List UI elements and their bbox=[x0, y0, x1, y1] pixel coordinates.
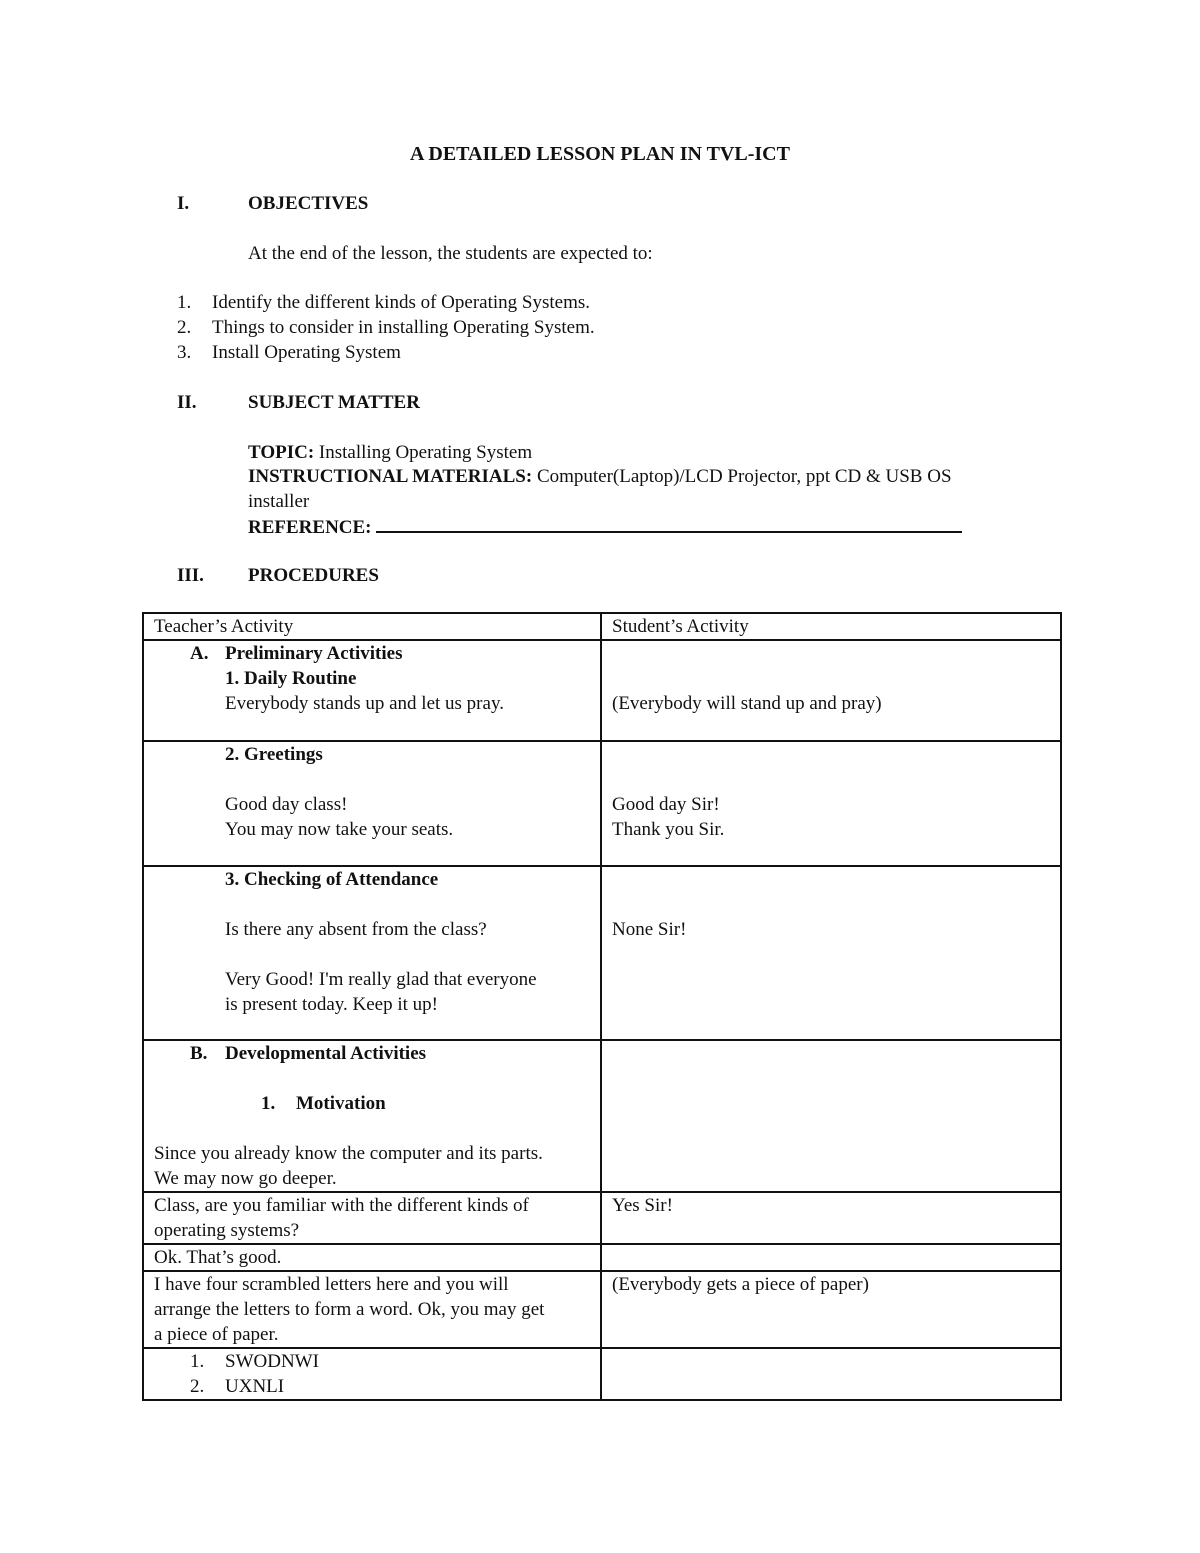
scrambled-word: SWODNWI bbox=[225, 1351, 319, 1372]
scrambled-word-item bbox=[154, 1349, 590, 1374]
attendance-teacher-2b: is present today. Keep it up! bbox=[225, 994, 438, 1015]
scrambled-word-item bbox=[154, 1374, 590, 1399]
table-row bbox=[143, 741, 1061, 866]
objectives-heading: OBJECTIVES bbox=[248, 193, 369, 214]
attendance-heading: 3. Checking of Attendance bbox=[225, 869, 439, 890]
objective-text: Install Operating System bbox=[212, 342, 401, 363]
attendance-student: None Sir! bbox=[612, 919, 687, 940]
scrambled-word: UXNLI bbox=[225, 1376, 285, 1397]
teacher-cell bbox=[143, 1271, 601, 1348]
teacher-cell bbox=[143, 1040, 601, 1192]
objective-item bbox=[177, 340, 401, 365]
student-cell bbox=[601, 640, 1061, 741]
table-header-row bbox=[143, 613, 1061, 640]
reference-blank bbox=[376, 513, 962, 533]
student-activity-header: Student’s Activity bbox=[601, 613, 1061, 640]
topic-label: TOPIC: bbox=[248, 442, 315, 463]
developmental-marker: B. bbox=[190, 1043, 208, 1064]
procedures-table bbox=[142, 612, 1062, 1401]
familiar-teacher-1: Class, are you familiar with the different kinds of bbox=[154, 1195, 529, 1216]
table-row bbox=[143, 1040, 1061, 1192]
document-title: A DETAILED LESSON PLAN IN TVL-ICT bbox=[410, 143, 790, 165]
daily-routine-heading: 1. Daily Routine bbox=[225, 668, 357, 689]
student-cell bbox=[601, 1040, 1061, 1192]
table-row bbox=[143, 1271, 1061, 1348]
table-row bbox=[143, 640, 1061, 741]
objectives-intro: At the end of the lesson, the students are expected to: bbox=[248, 243, 653, 264]
greetings-teacher-1: Good day class! bbox=[225, 794, 348, 815]
materials-line bbox=[248, 464, 1060, 489]
prelim-marker: A. bbox=[190, 643, 209, 664]
student-cell bbox=[601, 1348, 1061, 1400]
topic-value: Installing Operating System bbox=[318, 442, 533, 463]
motivation-text-1: Since you already know the computer and its parts. bbox=[154, 1143, 543, 1164]
motivation-num: 1. bbox=[261, 1093, 276, 1114]
reference-label: REFERENCE: bbox=[248, 517, 372, 538]
reference-line bbox=[248, 513, 962, 540]
student-cell bbox=[601, 866, 1061, 1040]
table-row bbox=[143, 1244, 1061, 1271]
scramble-student: (Everybody gets a piece of paper) bbox=[612, 1274, 869, 1295]
familiar-student: Yes Sir! bbox=[612, 1195, 673, 1216]
greetings-student-2: Thank you Sir. bbox=[612, 819, 725, 840]
student-cell bbox=[601, 741, 1061, 866]
table-row bbox=[143, 1192, 1061, 1244]
motivation-heading: Motivation bbox=[296, 1093, 386, 1114]
teacher-cell bbox=[143, 640, 601, 741]
procedures-numeral: III. bbox=[177, 565, 204, 586]
daily-routine-teacher: Everybody stands up and let us pray. bbox=[225, 693, 504, 714]
objective-number: 3. bbox=[177, 342, 192, 363]
good-teacher: Ok. That’s good. bbox=[154, 1247, 282, 1268]
subject-matter-heading: SUBJECT MATTER bbox=[248, 392, 420, 413]
teacher-cell bbox=[143, 1348, 601, 1400]
greetings-student-1: Good day Sir! bbox=[612, 794, 720, 815]
scrambled-word-num: 1. bbox=[190, 1351, 205, 1372]
developmental-heading-line bbox=[154, 1041, 590, 1066]
student-cell bbox=[601, 1192, 1061, 1244]
prelim-heading-line bbox=[154, 641, 590, 666]
attendance-teacher-2a: Very Good! I'm really glad that everyone bbox=[225, 969, 537, 990]
table-row bbox=[143, 866, 1061, 1040]
daily-routine-student: (Everybody will stand up and pray) bbox=[612, 693, 882, 714]
teacher-cell bbox=[143, 1244, 601, 1271]
teacher-cell bbox=[143, 1192, 601, 1244]
teacher-activity-header: Teacher’s Activity bbox=[143, 613, 601, 640]
student-cell bbox=[601, 1244, 1061, 1271]
scrambled-word-num: 2. bbox=[190, 1376, 205, 1397]
greetings-heading: 2. Greetings bbox=[225, 744, 323, 765]
scramble-teacher-3: a piece of paper. bbox=[154, 1324, 279, 1345]
objective-text: Things to consider in installing Operating System. bbox=[212, 317, 595, 338]
greetings-teacher-2: You may now take your seats. bbox=[225, 819, 454, 840]
teacher-cell bbox=[143, 866, 601, 1040]
motivation-text-2: We may now go deeper. bbox=[154, 1168, 337, 1189]
familiar-teacher-2: operating systems? bbox=[154, 1220, 300, 1241]
materials-label: INSTRUCTIONAL MATERIALS: bbox=[248, 466, 533, 487]
objectives-numeral: I. bbox=[177, 193, 190, 214]
objective-number: 2. bbox=[177, 317, 192, 338]
scramble-teacher-1: I have four scrambled letters here and you will bbox=[154, 1274, 509, 1295]
table-row bbox=[143, 1348, 1061, 1400]
materials-value: Computer(Laptop)/LCD Projector, ppt CD & USB OS bbox=[536, 466, 952, 487]
developmental-heading: Developmental Activities bbox=[225, 1043, 427, 1064]
procedures-heading: PROCEDURES bbox=[248, 565, 379, 586]
motivation-heading-line bbox=[154, 1091, 590, 1116]
teacher-cell bbox=[143, 741, 601, 866]
student-cell bbox=[601, 1271, 1061, 1348]
objective-item bbox=[177, 315, 595, 340]
objective-number: 1. bbox=[177, 292, 192, 313]
topic-line bbox=[248, 440, 532, 465]
attendance-teacher-1: Is there any absent from the class? bbox=[225, 919, 487, 940]
subject-matter-numeral: II. bbox=[177, 392, 197, 413]
materials-value-continued: installer bbox=[248, 491, 310, 512]
scramble-teacher-2: arrange the letters to form a word. Ok, you may get bbox=[154, 1299, 545, 1320]
objective-text: Identify the different kinds of Operating Systems. bbox=[212, 292, 590, 313]
prelim-heading: Preliminary Activities bbox=[225, 643, 403, 664]
objective-item bbox=[177, 290, 590, 315]
